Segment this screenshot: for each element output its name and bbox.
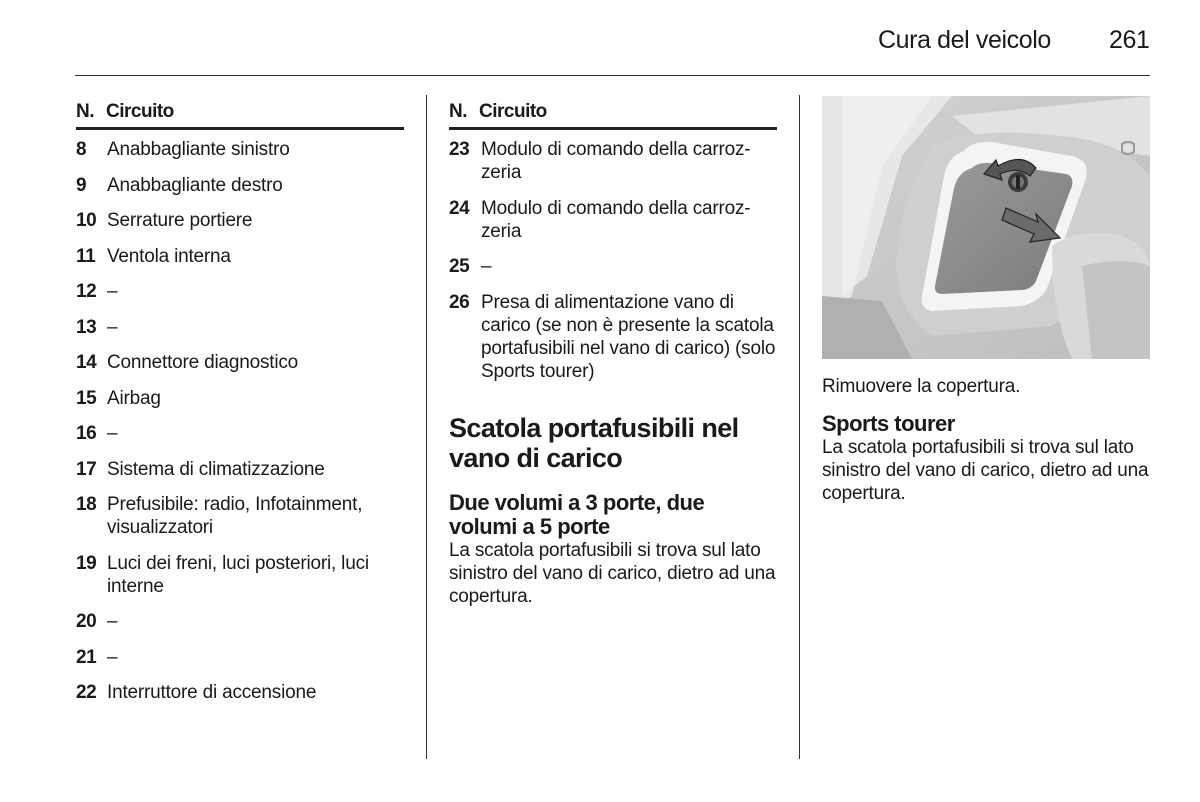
fuse-number: 13 <box>76 316 97 338</box>
fuse-number: 15 <box>76 387 97 409</box>
fuse-number: 11 <box>76 245 96 267</box>
table-row <box>76 552 404 598</box>
fuse-number: 19 <box>76 552 97 574</box>
fuse-number: 25 <box>449 256 470 277</box>
fuse-circuit: Luci dei freni, luci posteriori, luci interne <box>107 552 369 597</box>
fuse-circuit: – <box>107 281 118 302</box>
table-row <box>76 174 404 197</box>
fuse-cover-illustration <box>822 96 1150 359</box>
chapter-title: Cura del veicolo <box>878 26 1051 54</box>
fuse-number: 26 <box>449 291 470 313</box>
fuse-circuit: – <box>107 423 118 444</box>
table-row <box>76 209 404 232</box>
table-header-circuit: Circuito <box>479 101 547 122</box>
table-row <box>449 138 777 184</box>
table-header-number: N. <box>449 101 467 122</box>
fuse-number: 12 <box>76 281 97 302</box>
table-header-number: N. <box>76 101 94 122</box>
fuse-table-header <box>449 101 777 130</box>
fuse-number: 23 <box>449 139 470 160</box>
fuse-number: 8 <box>76 139 87 160</box>
section-title: Scatola portafusibili nel vano di carico <box>449 412 739 473</box>
fuse-circuit: – <box>481 256 492 277</box>
column-3 <box>822 96 1150 505</box>
fuse-table <box>449 138 777 383</box>
table-row <box>449 255 777 278</box>
fuse-table-header <box>76 101 404 130</box>
table-row <box>76 245 404 268</box>
fuse-number: 10 <box>76 210 97 231</box>
fuse-number: 18 <box>76 494 97 515</box>
fuse-circuit: Modulo di comando della carroz-zeria <box>481 197 751 242</box>
table-row <box>76 646 404 669</box>
table-row <box>76 316 404 339</box>
table-row <box>76 493 404 539</box>
header-divider <box>75 75 1150 76</box>
table-header-circuit: Circuito <box>106 101 174 122</box>
fuse-table <box>76 138 404 704</box>
fuse-circuit: Presa di alimentazione vano di carico (se non è presente la scatola portafusibili nel vano di carico) (solo Sports tourer) <box>481 291 776 382</box>
fuse-number: 9 <box>76 174 87 196</box>
table-row <box>76 280 404 303</box>
fuse-circuit: Connettore diagnostico <box>107 352 299 373</box>
table-row <box>76 138 404 161</box>
fuse-circuit: Prefusibile: radio, Infotainment, visualizzatori <box>107 494 363 538</box>
fuse-circuit: Airbag <box>107 387 161 409</box>
column-divider-right <box>799 95 800 759</box>
body-paragraph: La scatola portafusibili si trova sul lato sinistro del vano di carico, dietro ad una copertura. <box>449 539 776 607</box>
page-number: 261 <box>1109 26 1150 54</box>
column-divider-left <box>426 95 427 759</box>
subsection-title: Due volumi a 3 porte, due volumi a 5 porte <box>449 489 705 539</box>
fuse-circuit: Anabbagliante destro <box>107 174 283 196</box>
table-row <box>76 387 404 410</box>
table-row <box>76 351 404 374</box>
table-row <box>449 197 777 243</box>
subsection-title: Sports tourer <box>822 411 955 436</box>
fuse-circuit: Sistema di climatizzazione <box>107 458 325 480</box>
table-row <box>449 291 777 383</box>
fuse-number: 24 <box>449 197 470 219</box>
figure-caption: Rimuovere la copertura. <box>822 376 1021 397</box>
fuse-number: 20 <box>76 611 97 632</box>
fuse-circuit: Interruttore di accensione <box>107 682 317 703</box>
fuse-number: 17 <box>76 458 97 480</box>
table-row <box>76 610 404 633</box>
table-row <box>76 458 404 481</box>
fuse-circuit: Ventola interna <box>107 245 231 267</box>
fuse-number: 22 <box>76 682 97 703</box>
fuse-circuit: – <box>107 316 118 338</box>
fuse-circuit: – <box>107 611 118 632</box>
fuse-circuit: Anabbagliante sinistro <box>107 139 290 160</box>
body-paragraph: La scatola portafusibili si trova sul lato sinistro del vano di carico, dietro ad una copertura. <box>822 437 1149 504</box>
fuse-circuit: Modulo di comando della carroz-zeria <box>481 139 751 183</box>
fuse-circuit: – <box>107 646 118 668</box>
column-2 <box>449 101 777 608</box>
fuse-number: 21 <box>76 646 97 668</box>
fuse-circuit: Serrature portiere <box>107 210 253 231</box>
fuse-number: 14 <box>76 352 97 373</box>
table-row <box>76 422 404 445</box>
column-1 <box>76 101 404 717</box>
fuse-number: 16 <box>76 423 97 444</box>
table-row <box>76 681 404 704</box>
